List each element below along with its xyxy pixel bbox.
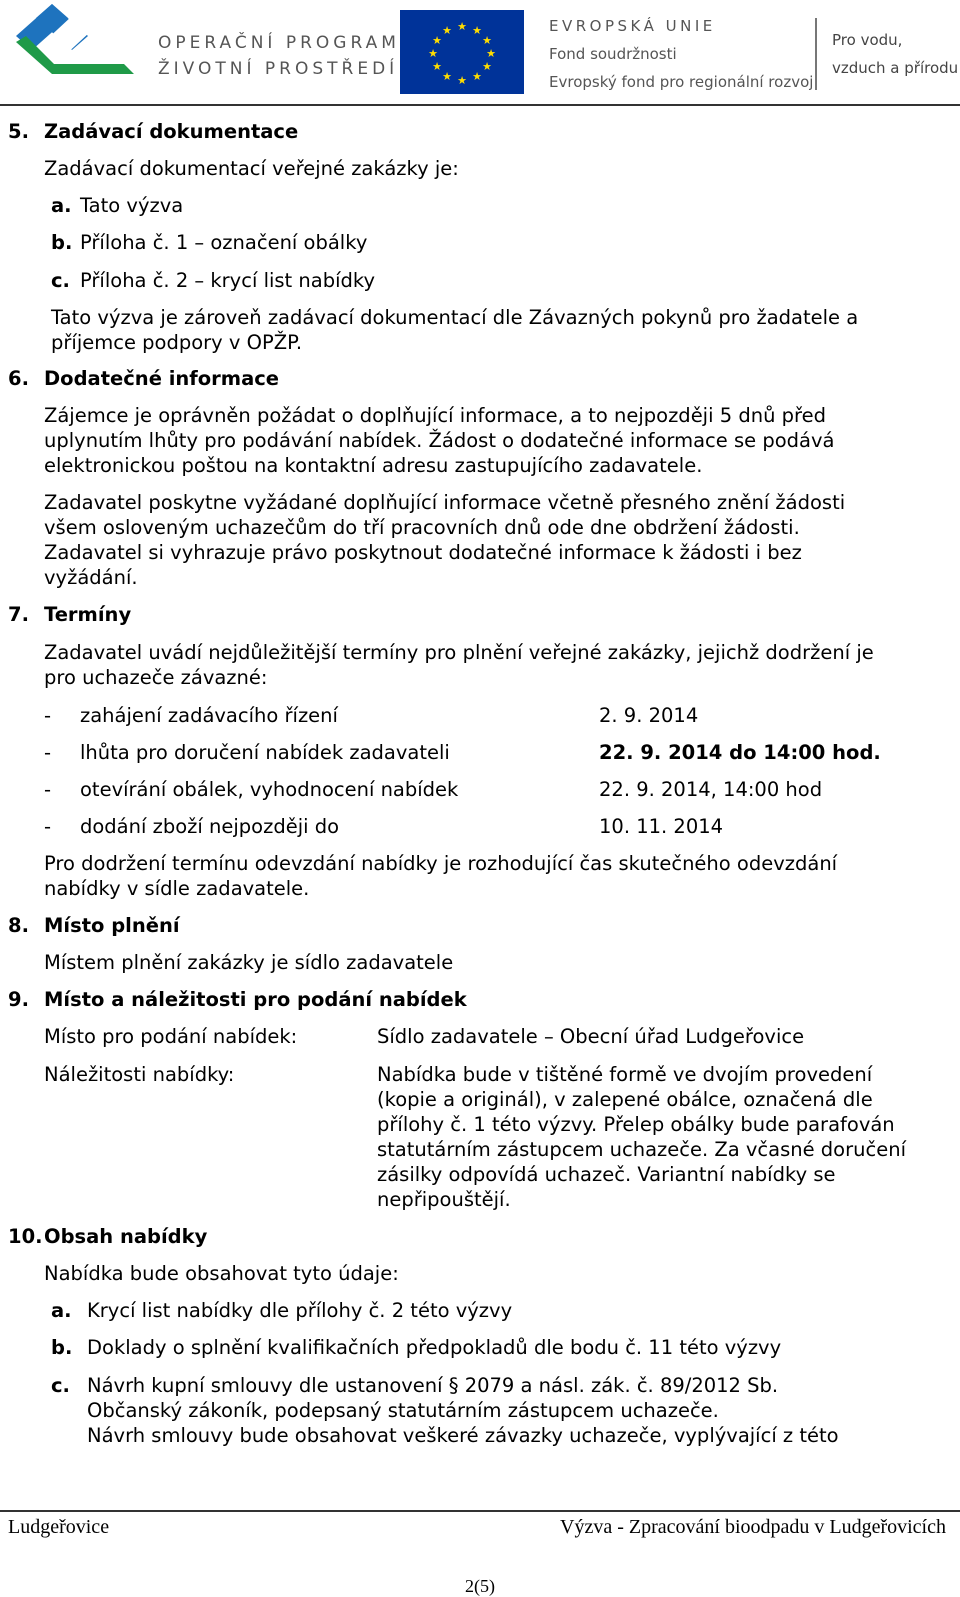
term-dash: - — [44, 704, 52, 727]
footer-right: Výzva - Zpracování bioodpadu v Ludgeřovicích — [560, 1516, 946, 1538]
section-7-intro-line: Zadavatel uvádí nejdůležitější termíny pro plnění veřejné zakázky, jejichž dodržení je — [44, 641, 874, 664]
term-dash: - — [44, 741, 52, 764]
section-9-title: Místo a náležitosti pro podání nabídek — [44, 988, 467, 1011]
op-zp-logo-icon — [6, 2, 136, 76]
term-value: 22. 9. 2014, 14:00 hod — [599, 778, 823, 801]
section-7-title: Termíny — [44, 603, 132, 626]
section-10-item-marker: c. — [51, 1374, 70, 1397]
requirements-line: Nabídka bude v tištěné formě ve dvojím provedení — [377, 1063, 873, 1086]
section-5-item: Tato výzva — [80, 194, 184, 217]
section-10-number: 10. — [8, 1225, 43, 1248]
section-10-item-marker: b. — [51, 1336, 73, 1359]
section-6-paragraph-line: elektronickou poštou na kontaktní adresu zastupujícího zadavatele. — [44, 454, 703, 477]
section-6-paragraph-line: Zadavatel si vyhrazuje právo poskytnout dodatečné informace k žádosti i bez — [44, 541, 802, 564]
eu-line-3: Evropský fond pro regionální rozvoj — [549, 73, 814, 91]
svg-text:★: ★ — [472, 70, 482, 83]
eu-funding-text — [549, 12, 813, 96]
footer-rule — [0, 1510, 960, 1512]
section-10-item: Krycí list nabídky dle přílohy č. 2 této výzvy — [87, 1299, 513, 1322]
svg-text:★: ★ — [472, 24, 482, 37]
section-10-item-line: Občanský zákoník, podepsaný statutárním zástupcem uchazeče. — [87, 1399, 719, 1422]
section-7-number: 7. — [8, 603, 29, 626]
svg-text:★: ★ — [428, 47, 438, 60]
term-value-deadline: 22. 9. 2014 do 14:00 hod. — [599, 741, 881, 764]
section-6-number: 6. — [8, 367, 29, 390]
term-label: lhůta pro doručení nabídek zadavateli — [80, 741, 450, 764]
section-6-title: Dodatečné informace — [44, 367, 280, 390]
term-dash: - — [44, 778, 52, 801]
section-10-item-marker: a. — [51, 1299, 72, 1322]
requirements-line: nepřipouštějí. — [377, 1188, 511, 1211]
svg-text:★: ★ — [442, 70, 452, 83]
section-10-item-line: Návrh kupní smlouvy dle ustanovení § 2079 a násl. zák. č. 89/2012 Sb. — [87, 1374, 779, 1397]
svg-text:★: ★ — [482, 60, 492, 73]
eu-line-2: Fond soudržnosti — [549, 45, 677, 63]
section-8-number: 8. — [8, 914, 29, 937]
eu-line-1: EVROPSKÁ UNIE — [549, 17, 716, 35]
requirements-label: Náležitosti nabídky: — [44, 1063, 235, 1086]
section-8-text: Místem plnění zakázky je sídlo zadavatele — [44, 951, 454, 974]
section-5-item: Příloha č. 2 – krycí list nabídky — [80, 269, 376, 292]
term-label: zahájení zadávacího řízení — [80, 704, 338, 727]
slogan — [832, 26, 958, 82]
section-6-paragraph-line: uplynutím lhůty pro podávání nabídek. Žádost o dodatečné informace se podává — [44, 429, 835, 452]
page-number: 2(5) — [465, 1576, 495, 1596]
section-10-item: Doklady o splnění kvalifikačních předpokladů dle bodu č. 11 této výzvy — [87, 1336, 782, 1359]
svg-text:★: ★ — [457, 20, 467, 33]
svg-text:★: ★ — [442, 24, 452, 37]
program-line-2: ŽIVOTNÍ PROSTŘEDÍ — [158, 59, 399, 79]
requirements-line: zásilky odpovídá uchazeč. Variantní nabídky se — [377, 1163, 836, 1186]
section-7-intro-line: pro uchazeče závazné: — [44, 666, 268, 689]
section-5-title: Zadávací dokumentace — [44, 120, 299, 143]
term-value: 2. 9. 2014 — [599, 704, 699, 727]
requirements-line: přílohy č. 1 této výzvy. Přelep obálky bude parafován — [377, 1113, 895, 1136]
header-divider — [815, 18, 817, 90]
section-6-paragraph-line: vyžádání. — [44, 566, 138, 589]
slogan-line-1: Pro vodu, — [832, 31, 903, 49]
section-6-paragraph-line: všem osloveným uchazečům do tří pracovních dnů ode dne obdržení žádosti. — [44, 516, 800, 539]
section-6-paragraph-line: Zadavatel poskytne vyžádané doplňující informace včetně přesného znění žádosti — [44, 491, 846, 514]
svg-text:★: ★ — [457, 74, 467, 87]
program-line-1: OPERAČNÍ PROGRAM — [158, 33, 400, 53]
section-5-item-marker: b. — [51, 231, 73, 254]
svg-text:★: ★ — [432, 34, 442, 47]
place-value: Sídlo zadavatele – Obecní úřad Ludgeřovice — [377, 1025, 805, 1048]
svg-text:★: ★ — [486, 47, 496, 60]
term-dash: - — [44, 815, 52, 838]
section-5-intro: Zadávací dokumentací veřejné zakázky je: — [44, 157, 459, 180]
section-5-item-marker: a. — [51, 194, 72, 217]
header-rule — [0, 104, 960, 106]
section-6-paragraph-line: Zájemce je oprávněn požádat o doplňující informace, a to nejpozději 5 dnů před — [44, 404, 826, 427]
section-10-item-line: Návrh smlouvy bude obsahovat veškeré závazky uchazeče, vyplývající z této — [87, 1424, 839, 1447]
section-9-number: 9. — [8, 988, 29, 1011]
program-name — [158, 30, 400, 82]
term-value: 10. 11. 2014 — [599, 815, 724, 838]
section-10-intro: Nabídka bude obsahovat tyto údaje: — [44, 1262, 399, 1285]
svg-text:★: ★ — [482, 34, 492, 47]
section-5-item: Příloha č. 1 – označení obálky — [80, 231, 368, 254]
requirements-line: (kopie a originál), v zalepené obálce, označená dle — [377, 1088, 873, 1111]
document-header — [0, 0, 960, 106]
section-5-note-line: příjemce podpory v OPŽP. — [51, 331, 303, 354]
section-5-number: 5. — [8, 120, 29, 143]
section-8-title: Místo plnění — [44, 914, 180, 937]
section-7-note-line: nabídky v sídle zadavatele. — [44, 877, 310, 900]
section-7-note-line: Pro dodržení termínu odevzdání nabídky je rozhodující čas skutečného odevzdání — [44, 852, 838, 875]
place-label: Místo pro podání nabídek: — [44, 1025, 298, 1048]
term-label: otevírání obálek, vyhodnocení nabídek — [80, 778, 459, 801]
section-10-title: Obsah nabídky — [44, 1225, 208, 1248]
requirements-line: statutárním zástupcem uchazeče. Za včasné doručení — [377, 1138, 906, 1161]
term-label: dodání zboží nejpozději do — [80, 815, 340, 838]
footer-left: Ludgeřovice — [8, 1516, 110, 1538]
section-5-note-line: Tato výzva je zároveň zadávací dokumentací dle Závazných pokynů pro žadatele a — [51, 306, 859, 329]
section-5-item-marker: c. — [51, 269, 70, 292]
svg-text:★: ★ — [432, 60, 442, 73]
slogan-line-2: vzduch a přírodu — [832, 59, 959, 77]
eu-flag-icon — [400, 10, 524, 94]
